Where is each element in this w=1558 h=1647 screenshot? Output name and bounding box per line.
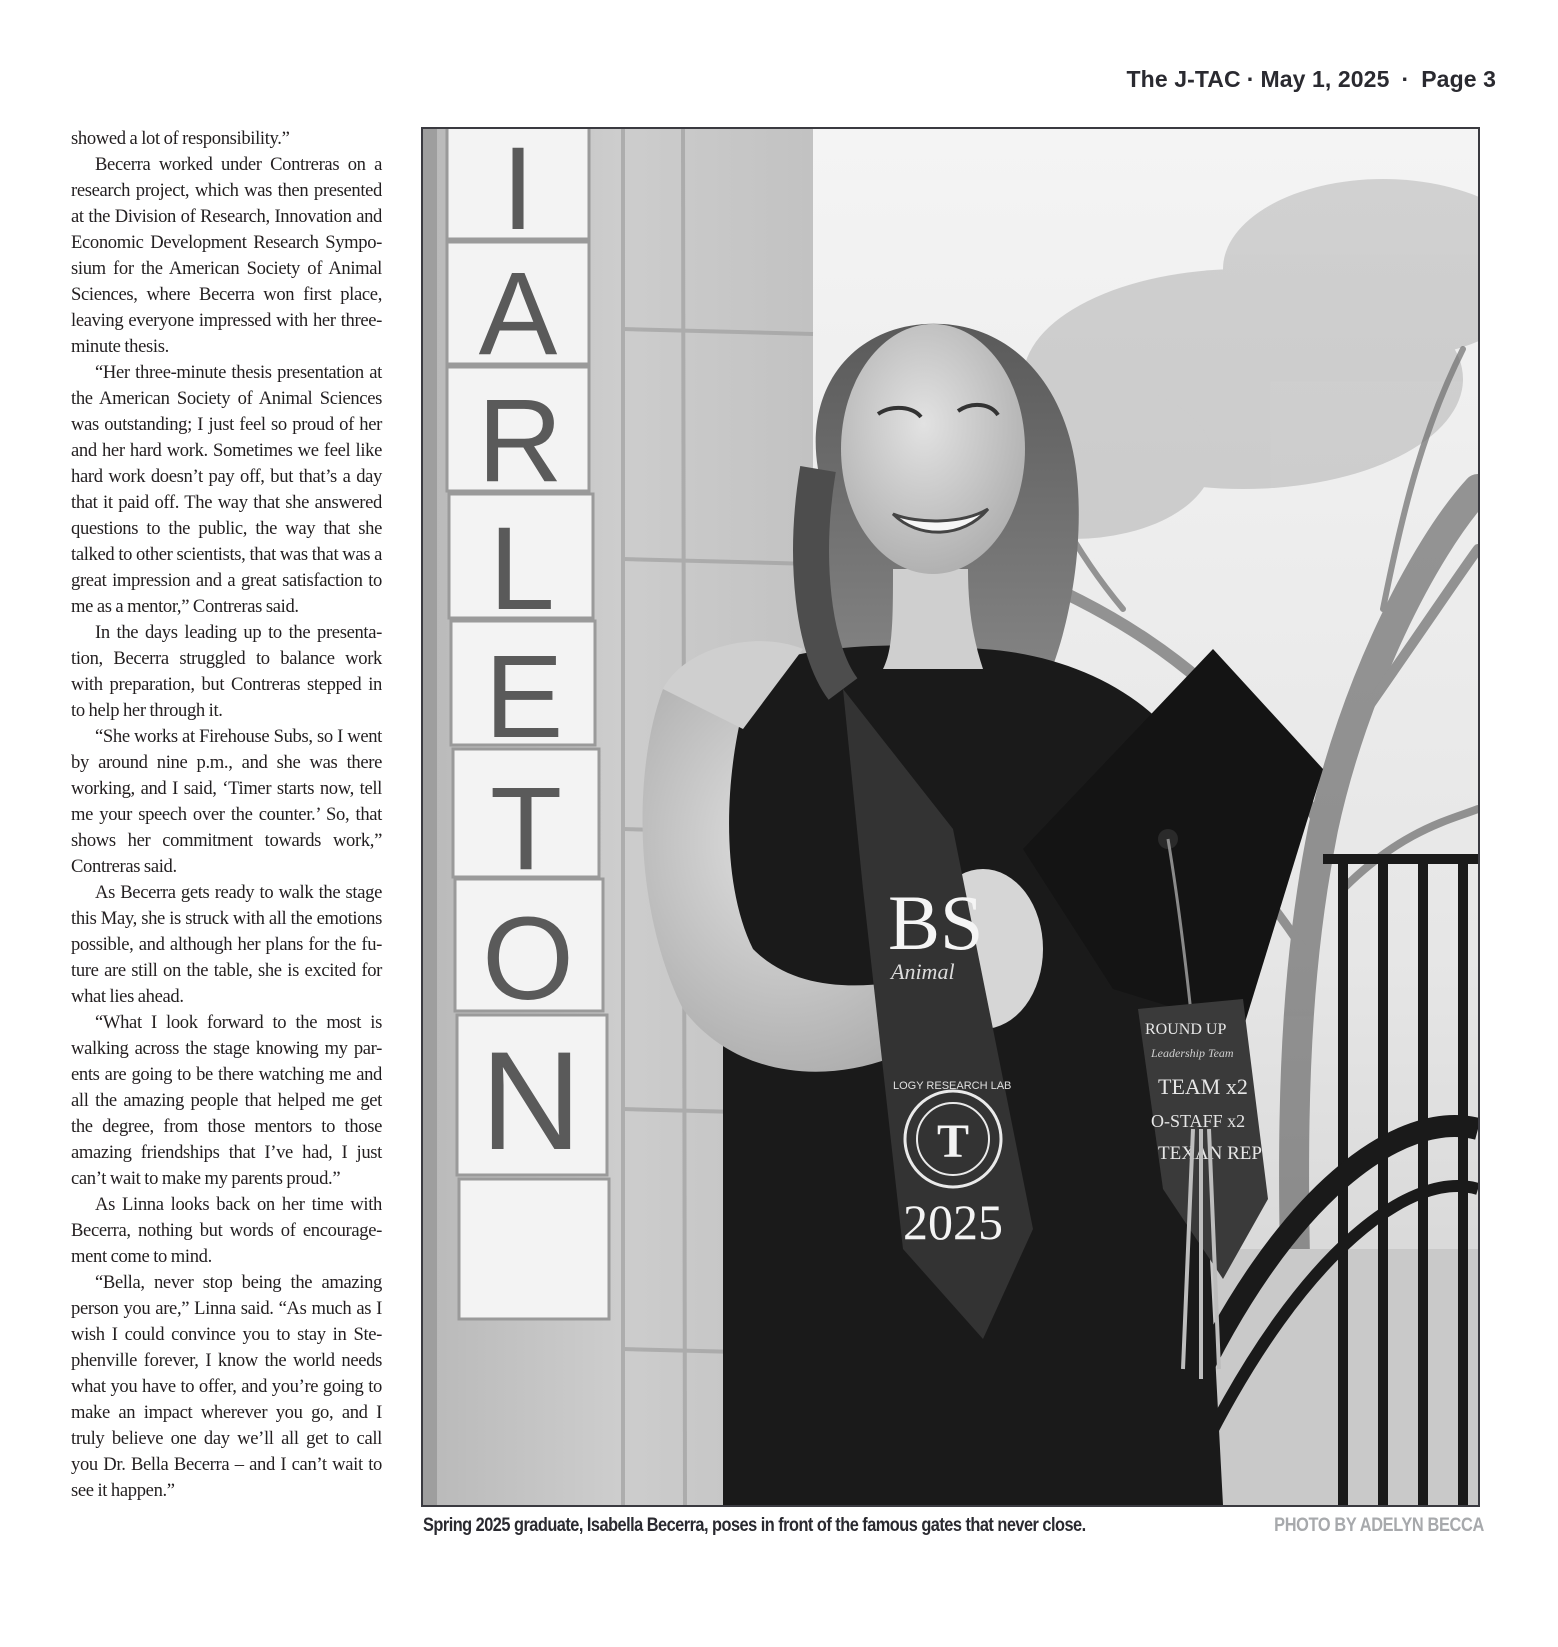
page-folio	[1127, 66, 1496, 93]
article-paragraph: “She works at Firehouse Subs, so I went by around nine p.m., and she was there working, and I said, ‘Timer starts now, tell me your speech over the counter.’ So, that shows her commitment towards work,” Contreras said.	[71, 726, 382, 877]
svg-text:I: I	[501, 129, 535, 255]
svg-text:O-STAFF x2: O-STAFF x2	[1151, 1111, 1246, 1131]
article-paragraph: “Her three-minute thesis presentation at the American Society of Animal Sciences was outstanding; I just feel so proud of her and her hard work. Sometimes we feel like hard work doesn’t pay off, but that’s a day that it paid off. The way that she answered questions to the public, the way that she talked to other scientists, that was that was a great impression and a great satisfaction to me as a mentor,” Contreras said.	[71, 362, 382, 617]
svg-text:O: O	[482, 893, 574, 1025]
folio-separator: ·	[1246, 66, 1255, 92]
article-column	[71, 126, 382, 1504]
svg-text:LOGY RESEARCH LAB: LOGY RESEARCH LAB	[893, 1080, 1012, 1092]
publication-name: The J-TAC	[1126, 66, 1241, 92]
article-paragraph: “What I look forward to the most is walking across the stage knowing my par-ents are going to be there watching me and all the amazing people that helped me get the degree, from those mentors to those amazing friendships that I’ve had, I just can’t wait to make my parents proud.”	[71, 1012, 382, 1189]
article-paragraph: As Linna looks back on her time with Becerra, nothing but words of encourage-ment come to mind.	[71, 1194, 382, 1267]
svg-text:L: L	[489, 503, 555, 635]
article-paragraph: As Becerra gets ready to walk the stage this May, she is struck with all the emotions possible, and although her plans for the fu-ture are still on the table, she is excited for what lies ahead.	[71, 882, 382, 1007]
svg-text:TEXAN REP: TEXAN REP	[1158, 1143, 1262, 1164]
svg-text:E: E	[484, 631, 564, 763]
svg-text:A: A	[478, 248, 558, 380]
svg-text:TEAM x2: TEAM x2	[1158, 1074, 1248, 1099]
svg-text:N: N	[480, 1022, 582, 1179]
article-paragraph: In the days leading up to the presenta-tion, Becerra struggled to balance work with preparation, but Contreras stepped in to help her through it.	[71, 622, 382, 721]
svg-text:T: T	[489, 763, 563, 895]
photo-credit: PHOTO BY ADELYN BECCA	[1274, 1515, 1484, 1536]
photo-caption: Spring 2025 graduate, Isabella Becerra, poses in front of the famous gates that never close.	[423, 1515, 1086, 1536]
svg-text:R: R	[477, 375, 563, 507]
svg-text:Leadership Team: Leadership Team	[1151, 1046, 1234, 1060]
issue-date: May 1, 2025	[1260, 66, 1390, 92]
article-paragraph: Becerra worked under Contreras on a research project, which was then presented at the Division of Research, Innovation and Economic Development Research Sympo-sium for the American Society of Animal Sciences, where Becerra won first place, leaving everyone impressed with her three-minute thesis.	[71, 154, 382, 357]
svg-text:BS: BS	[888, 879, 984, 966]
svg-text:2025: 2025	[903, 1194, 1003, 1250]
svg-text:Animal: Animal	[891, 959, 955, 984]
gate-sign	[447, 129, 609, 1319]
svg-text:T: T	[936, 1115, 970, 1168]
folio-separator: ·	[1401, 66, 1410, 92]
feature-photo	[421, 127, 1480, 1507]
article-paragraph: showed a lot of responsibility.”	[71, 128, 290, 149]
article-paragraph: “Bella, never stop being the amazing person you are,” Linna said. “As much as I wish I could convince you to stay in Ste-phenville forever, I know the world needs what you have to offer, and you’re going to make an impact wherever you go, and I truly believe one day we’ll all get to call you Dr. Bella Becerra – and I can’t wait to see it happen.”	[71, 1272, 382, 1501]
photo-illustration	[423, 129, 1478, 1505]
page-number: Page 3	[1421, 66, 1496, 92]
svg-text:ROUND UP: ROUND UP	[1145, 1021, 1227, 1038]
